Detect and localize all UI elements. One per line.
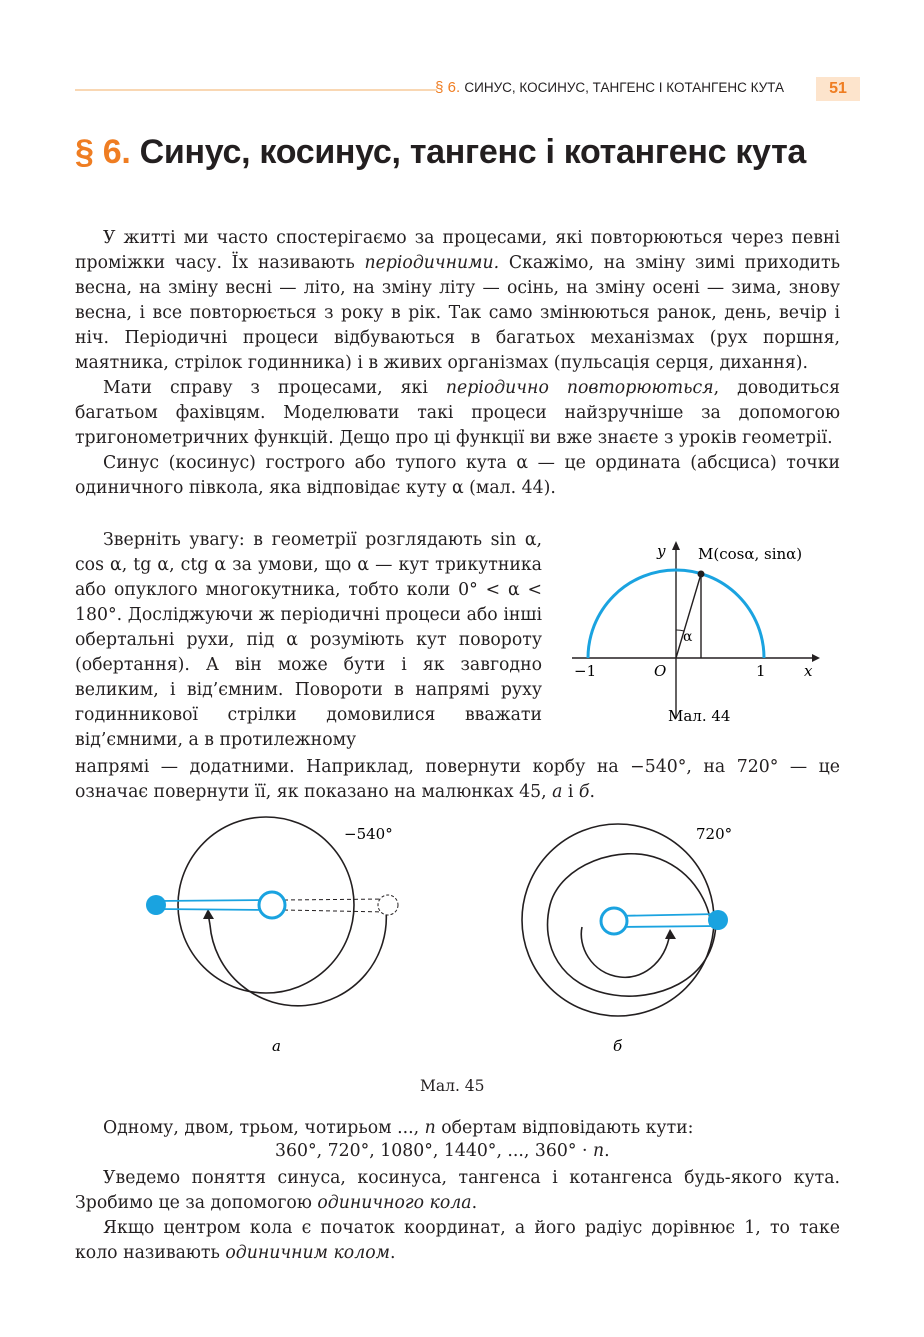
rotation-arrow-b-icon: [665, 929, 676, 939]
paragraph-7: [75, 1216, 840, 1266]
y-axis-arrow-icon: [672, 541, 680, 550]
point-m-label: M(cosα, sinα): [698, 545, 803, 563]
figure-45-crank-rotations: [120, 815, 780, 1065]
body-bottom-1: [75, 1116, 840, 1141]
p4-cont-c: і: [562, 782, 579, 802]
p1-italic-term: періодичними.: [364, 253, 500, 273]
subfigure-label-b: б: [613, 1037, 623, 1055]
rotation-arrow-a-icon: [203, 909, 214, 919]
p5-text-a: Одному, двом, трьом, чотирьом ...,: [103, 1118, 425, 1138]
formula-end: .: [604, 1141, 610, 1161]
point-m: [698, 571, 705, 578]
y-label: y: [657, 542, 666, 560]
middle-spiral-b: [548, 854, 716, 996]
p7-italic-term: одиничним колом: [225, 1243, 390, 1263]
p4-cont-d: б: [578, 782, 590, 802]
p2-text-c: , доводиться багатьом фахівцям. Моделювати такі процеси найзручніше за допомогою тригонометричних функцій. Дещо про ці функції ви вже знаєте з уроків геометрії.: [75, 378, 840, 448]
body-top: [75, 226, 840, 501]
p7-text-c: .: [389, 1243, 396, 1263]
formula-n: n: [593, 1141, 605, 1161]
paragraph-2: [75, 376, 840, 451]
section-title: [75, 133, 806, 172]
figure-44-unit-semicircle: [570, 538, 850, 728]
crank-line-b1: [614, 914, 718, 916]
header-title-text: СИНУС, КОСИНУС, ТАНГЕНС І КОТАНГЕНС КУТА: [464, 80, 784, 95]
p2-italic-term: періодично повторюються: [445, 378, 714, 398]
figure-45b: [522, 824, 732, 1055]
body-wrap: [75, 528, 542, 753]
p4-cont-a: напрямі — додатними. Наприклад, повернути корбу на −540°, на 720° — це означає повернути її, як показано на малюнках 45,: [75, 757, 840, 802]
dashed-crank-a2: [284, 910, 386, 912]
p1-text-a: У житті ми часто спостерігаємо за процесами, які повторюються через певні проміжки часу. Їх називають: [75, 228, 840, 273]
section-title-text: Синус, косинус, тангенс і котангенс кута: [139, 133, 807, 171]
section-number: § 6.: [75, 133, 131, 171]
hub-a: [259, 892, 285, 918]
header-section: § 6.: [435, 79, 461, 96]
radius-om: [676, 574, 701, 658]
inner-arc-b: [581, 927, 670, 977]
hub-b: [601, 908, 627, 934]
p6-text-a: Уведемо поняття синуса, косинуса, тангенса і котангенса будь-якого кута. Зробимо це за допомогою: [75, 1168, 840, 1213]
paragraph-6: [75, 1166, 840, 1216]
figure-45a: [146, 817, 398, 1055]
p7-text-a: Якщо центром кола є початок координат, а його радіус дорівнює 1, то таке коло називають: [75, 1218, 840, 1263]
p4-cont-b: а: [552, 782, 563, 802]
paragraph-5: [75, 1116, 840, 1141]
body-bottom-2: [75, 1166, 840, 1266]
figure-45-caption: Мал. 45: [420, 1077, 485, 1095]
minus-one-label: −1: [574, 662, 597, 680]
paragraph-4: Зверніть увагу: в геометрії розглядають sin α, cos α, tg α, ctg α за умови, що α — кут трикутника або опуклого многокутника, тобто коли 0° < α < 180°. Досліджуючи ж періодичні процеси або інші обертальні рухи, під α розуміють кут повороту (обертання). А він може бути і як завгодно великим, і від’ємним. Повороти в напрямі руху годинникової стрілки домовилися вважати від’ємними, а в протилежному: [75, 530, 542, 750]
x-label: x: [804, 662, 813, 680]
crank-line-b2: [614, 926, 718, 927]
page-number: 51: [816, 77, 860, 101]
crank-line-a2: [156, 909, 272, 910]
header-rule: [75, 89, 437, 91]
dashed-handle-a: [378, 895, 398, 915]
p2-text-a: Мати справу з процесами, які: [103, 378, 446, 398]
paragraph-4-continued: [75, 755, 840, 805]
subfigure-label-a: а: [272, 1037, 281, 1055]
angles-formula: [275, 1141, 610, 1161]
angle-label-b: 720°: [696, 825, 733, 843]
crank-line-a1: [156, 900, 272, 901]
paragraph-3: Синус (косинус) гострого або тупого кута α — це ордината (абсциса) точки одиничного півкола, яка відповідає куту α (мал. 44).: [75, 453, 840, 498]
one-label: 1: [756, 662, 766, 680]
p4-cont-e: .: [589, 782, 595, 802]
figure-44-caption: Мал. 44: [668, 707, 731, 725]
running-header: [75, 77, 860, 101]
p5-italic-n: n: [424, 1118, 436, 1138]
header-title: [435, 79, 784, 96]
p1-text-c: Скажімо, на зміну зимі приходить весна, на зміну весні — літо, на зміну літу — осінь, на зміну осені — зима, знову весна, і все повторюється з року в рік. Так само змінюються ранок, день, вечір і ніч. Періодичні процеси відбуваються в багатьох механізмах (рух поршня, маятника, стрілок годинника) і в живих організмах (пульсація серця, дихання).: [75, 253, 840, 373]
p6-italic-term: одиничного кола: [317, 1193, 472, 1213]
body-wrap-continued: [75, 755, 840, 805]
p6-text-c: .: [471, 1193, 478, 1213]
angle-label: α: [683, 629, 693, 645]
formula-text: 360°, 720°, 1080°, 1440°, ..., 360° ·: [275, 1141, 594, 1161]
paragraph-1: [75, 226, 840, 376]
origin-label: O: [654, 662, 667, 680]
spiral-arc-a: [210, 910, 386, 1006]
handle-b: [708, 910, 728, 930]
p5-text-c: обертам відповідають кути:: [435, 1118, 694, 1138]
x-axis-arrow-icon: [812, 654, 820, 662]
handle-a: [146, 895, 166, 915]
dashed-crank-a1: [284, 899, 386, 900]
angle-label-a: −540°: [344, 825, 393, 843]
